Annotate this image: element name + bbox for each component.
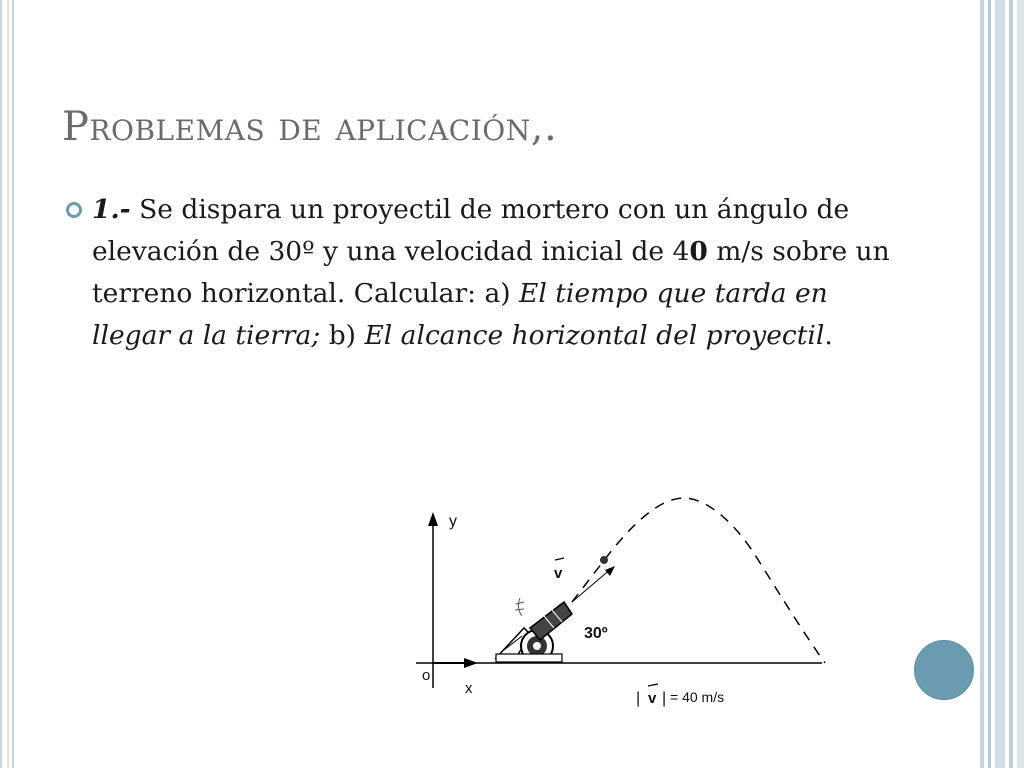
problem-number: 1.- <box>92 194 131 225</box>
origin-label: o <box>422 667 431 684</box>
mortar-icon <box>496 598 572 662</box>
x-axis-arrow <box>464 658 478 668</box>
trajectory-path <box>572 498 825 663</box>
problem-text-1b: 0 <box>689 236 708 267</box>
decorative-circle <box>914 640 974 700</box>
problem-statement <box>92 189 892 357</box>
svg-text:v: v <box>648 690 657 707</box>
y-axis-label: y <box>449 513 457 530</box>
slide-title: Problemas de aplicación,. <box>62 104 558 150</box>
y-axis-arrow <box>428 512 438 526</box>
question-b: El alcance horizontal del proyectil <box>364 320 825 351</box>
problem-text-4: . <box>824 320 833 351</box>
projectile-dot <box>600 556 608 564</box>
angle-label: 30º <box>584 625 608 642</box>
vector-label: v <box>554 565 563 582</box>
right-frame-border <box>978 0 1024 768</box>
projectile-figure <box>412 488 852 720</box>
problem-text-1: Se dispara un proyectil de mortero con un ángulo de elevación de 30º y una velocidad inicial de 4 <box>92 194 850 267</box>
problem-text-3: b) <box>320 320 365 351</box>
problem-text-2: m/s sobre un terreno horizontal. Calcular: a) <box>92 236 890 309</box>
bullet-icon <box>64 200 84 220</box>
velocity-vector <box>572 568 612 602</box>
speed-label: = 40 m/s <box>670 689 725 705</box>
x-axis-label: x <box>465 680 473 697</box>
left-frame-border <box>0 0 14 768</box>
question-a: El tiempo que tarda en llegar a la tierra; <box>92 278 828 351</box>
svg-text:|: | <box>636 690 641 707</box>
svg-text:|: | <box>662 690 667 707</box>
